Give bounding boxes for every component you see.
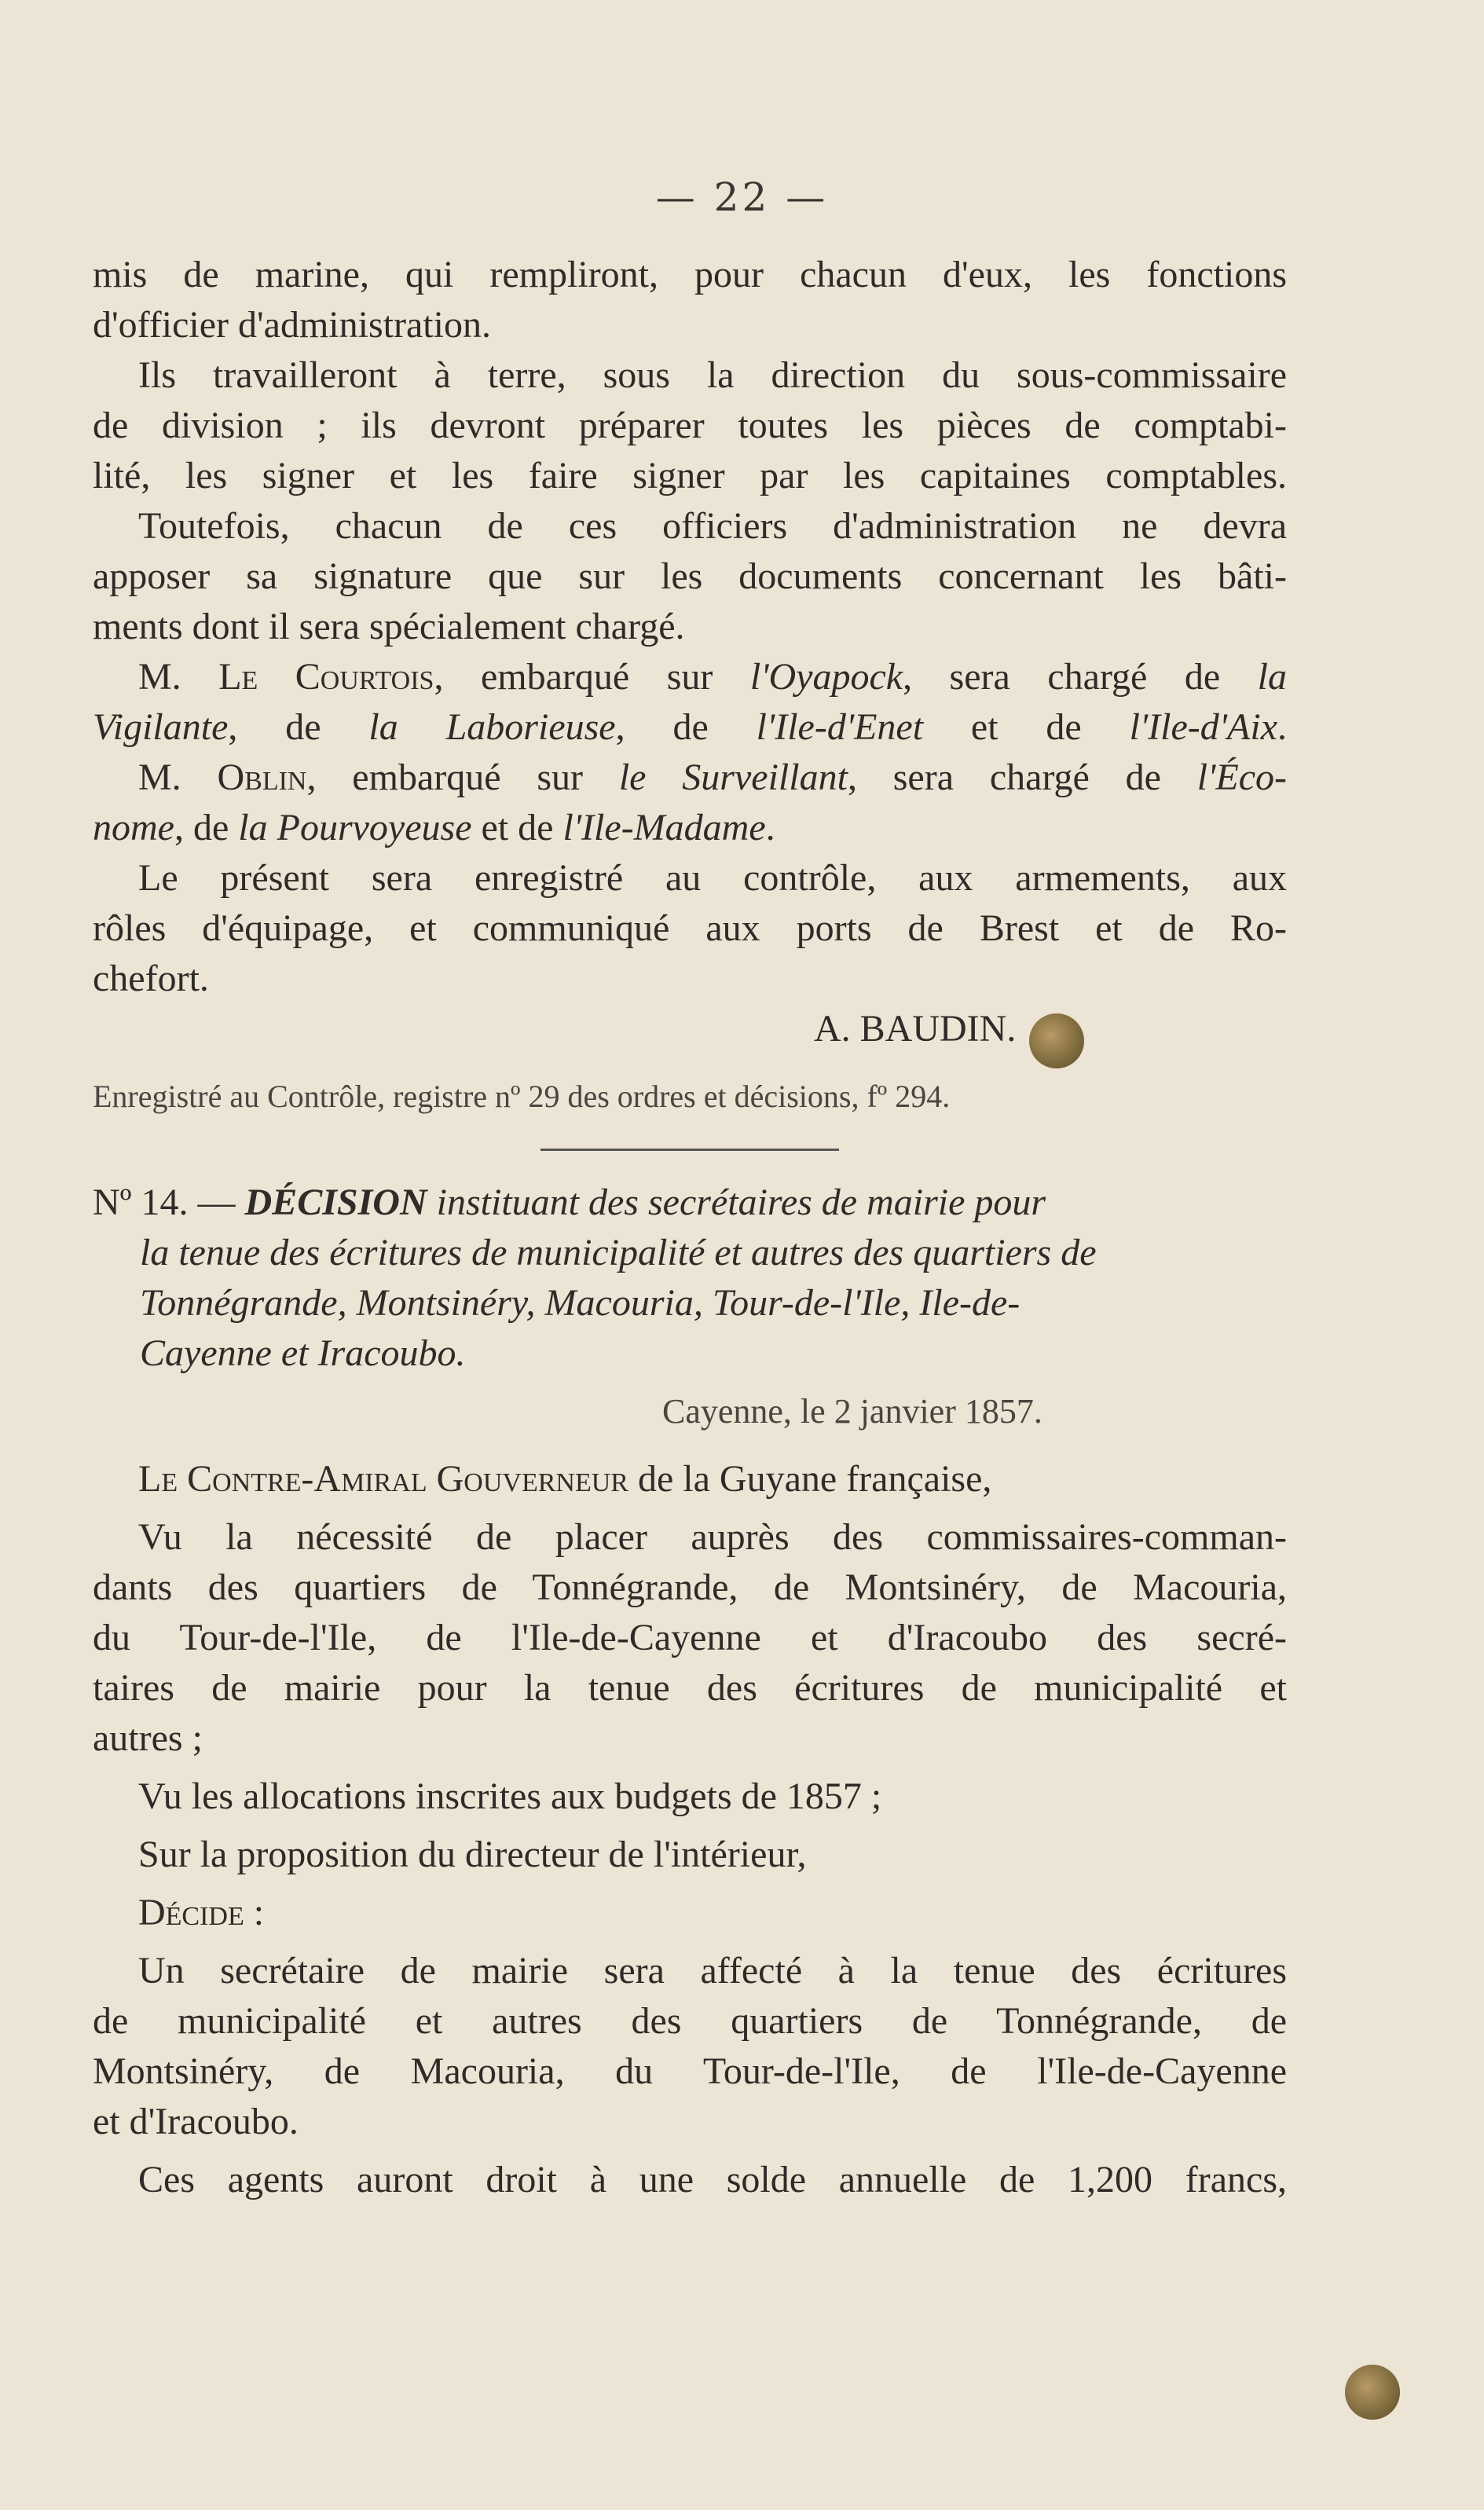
ink-stain [1029, 1013, 1084, 1068]
decision-date: Cayenne, le 2 janvier 1857. [662, 1392, 1042, 1431]
text-line: dants des quartiers de Tonnégrande, de Montsinéry, de Macouria, [93, 1566, 1287, 1608]
text-line: du Tour-de-l'Ile, de l'Ile-de-Cayenne et d'Iracoubo des secré- [93, 1617, 1287, 1658]
decision-heading-2: la tenue des écritures de municipalité et autres des quartiers de [140, 1232, 1097, 1273]
person-name: Le Courtois [218, 656, 434, 698]
decide-label: Décide : [138, 1892, 265, 1933]
ink-stain [1345, 2365, 1400, 2420]
text-line: lité, les signer et les faire signer par les capitaines comptables. [93, 455, 1287, 497]
text-line: mis de marine, qui rempliront, pour chacun d'eux, les fonctions [93, 254, 1287, 295]
text-line: Toutefois, chacun de ces officiers d'administration ne devra [138, 505, 1287, 547]
text-line: Montsinéry, de Macouria, du Tour-de-l'Ile, de l'Ile-de-Cayenne [93, 2050, 1287, 2092]
page-number: — 22 — [655, 174, 829, 220]
text-line: taires de mairie pour la tenue des écritures de municipalité et [93, 1667, 1287, 1709]
text-line: Vu les allocations inscrites aux budgets de 1857 ; [138, 1775, 882, 1817]
text-line: Sur la proposition du directeur de l'intérieur, [138, 1834, 807, 1875]
text-line: Le présent sera enregistré au contrôle, aux armements, aux [138, 857, 1287, 899]
text-line: de division ; ils devront préparer toutes les pièces de comptabi- [93, 405, 1287, 446]
decision-heading-4: Cayenne et Iracoubo. [140, 1332, 466, 1374]
signature: A. BAUDIN. [814, 1008, 1017, 1050]
text-line: apposer sa signature que sur les documents concernant les bâti- [93, 555, 1287, 597]
oblin-line-1: M. Oblin, embarqué sur le Surveillant, sera chargé de l'Éco- [138, 757, 1288, 798]
text-line: chefort. [93, 958, 209, 999]
registration-note: Enregistré au Contrôle, registre nº 29 des ordres et décisions, fº 294. [93, 1079, 951, 1114]
decision-heading-3: Tonnégrande, Montsinéry, Macouria, Tour-de-l'Ile, Ile-de- [140, 1282, 1020, 1324]
divider [540, 1149, 839, 1151]
courtois-line-2: Vigilante, de la Laborieuse, de l'Ile-d'Enet et de l'Ile-d'Aix. [93, 706, 1287, 748]
governor-line: Le Contre-Amiral Gouverneur de la Guyane française, [138, 1458, 992, 1500]
text-line: rôles d'équipage, et communiqué aux ports de Brest et de Ro- [93, 907, 1287, 949]
courtois-line-1: M. Le Courtois, embarqué sur l'Oyapock, sera chargé de la [138, 656, 1288, 698]
text-line: de municipalité et autres des quartiers de Tonnégrande, de [93, 2000, 1287, 2042]
text-line: ments dont il sera spécialement chargé. [93, 606, 685, 647]
oblin-line-2: nome, de la Pourvoyeuse et de l'Ile-Madame. [93, 807, 775, 848]
text-line: et d'Iracoubo. [93, 2101, 299, 2142]
person-name: Oblin [217, 757, 307, 798]
text-line: autres ; [93, 1717, 203, 1759]
decision-label: DÉCISION [244, 1182, 427, 1223]
text-line: Ils travailleront à terre, sous la direction du sous-commissaire [138, 354, 1287, 396]
text-line: d'officier d'administration. [93, 304, 491, 346]
text-line: Un secrétaire de mairie sera affecté à la tenue des écritures [138, 1950, 1287, 1992]
text-line: Vu la nécessité de placer auprès des commissaires-comman- [138, 1516, 1287, 1558]
text-line: Ces agents auront droit à une solde annuelle de 1,200 francs, [138, 2159, 1287, 2200]
decision-heading-1: Nº 14. — DÉCISION instituant des secrétaires de mairie pour [93, 1182, 1046, 1223]
body-text [93, 250, 1287, 2205]
